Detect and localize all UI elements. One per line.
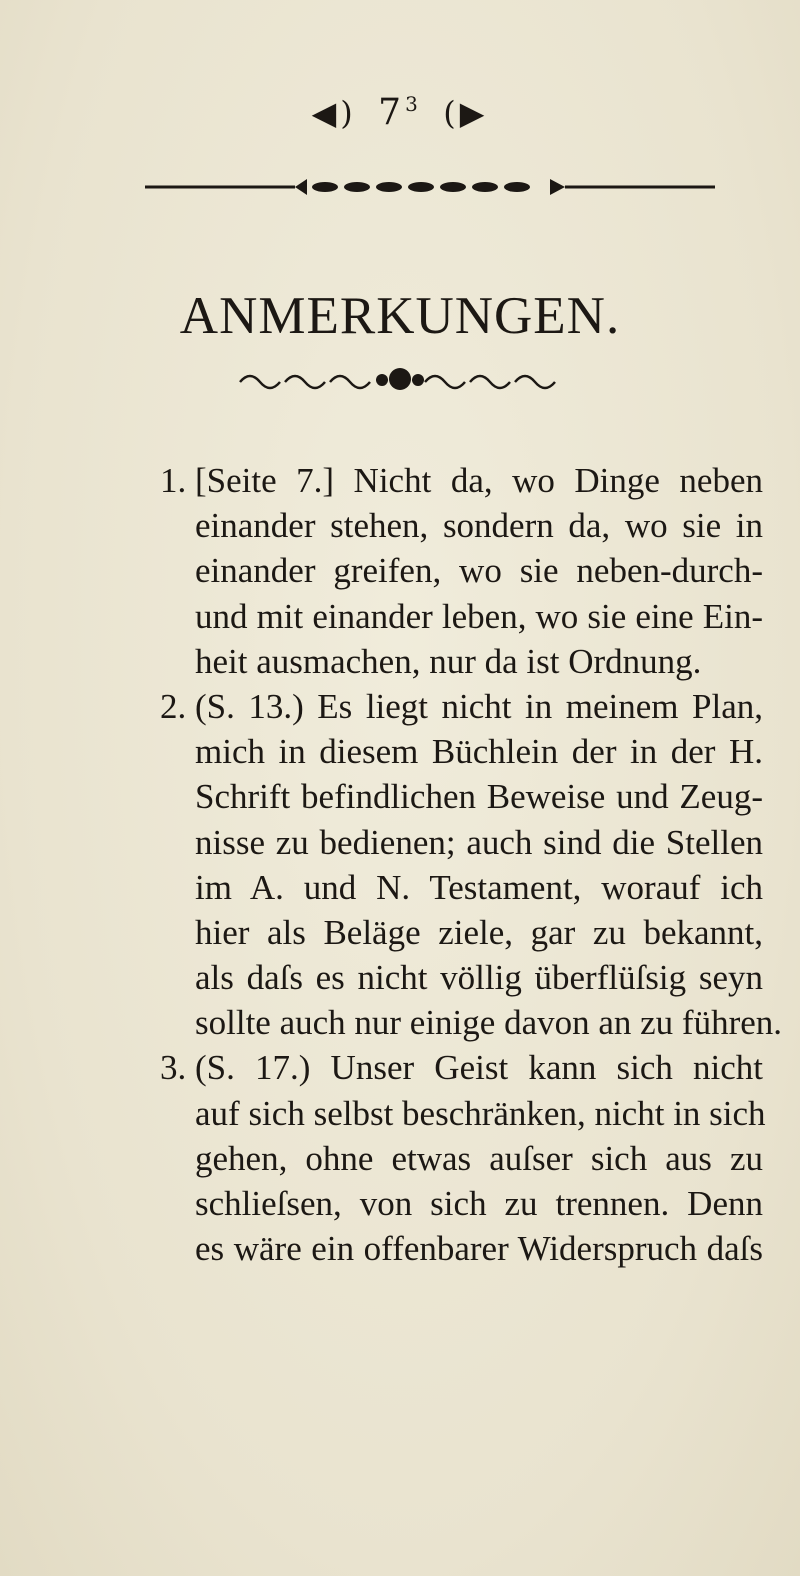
note-line: auf sich selbst beschränken, nicht in sich xyxy=(195,1093,766,1133)
title-ornament xyxy=(235,364,565,394)
note-number: 2. xyxy=(160,686,187,726)
note-line: einander stehen, sondern da, wo sie in xyxy=(195,506,763,546)
note-number: 3. xyxy=(160,1048,187,1088)
header-rule-ornament xyxy=(145,176,715,198)
note-line: [Seite 7.] Nicht da, wo Dinge neben xyxy=(195,461,763,500)
note-line: als daſs es nicht völlig überflüſsig seyn xyxy=(195,958,763,998)
note-line: einander greifen, wo sie neben-durch- xyxy=(195,551,763,591)
note-number: 1. xyxy=(160,461,187,500)
note-line: hier als Beläge ziele, gar zu bekannt, xyxy=(195,912,763,952)
note-line: sollte auch nur einige davon an zu führen. xyxy=(195,1003,783,1043)
note-line: gehen, ohne etwas auſser sich aus zu xyxy=(195,1138,763,1178)
note-line: heit ausmachen, nur da ist Ordnung. xyxy=(195,641,702,681)
note-2 xyxy=(160,684,783,1046)
note-line: (S. 17.) Unser Geist kann sich nicht xyxy=(195,1048,763,1088)
note-line: (S. 13.) Es liegt nicht in meinem Plan, xyxy=(195,686,763,726)
page-header xyxy=(0,92,800,133)
note-line: schlieſsen, von sich zu trennen. Denn xyxy=(195,1184,763,1223)
note-line: es wäre ein offenbarer Widerspruch daſs xyxy=(195,1229,763,1269)
ornament-right: (▶ xyxy=(443,94,489,132)
note-line: und mit einander leben, wo sie eine Ein- xyxy=(195,596,763,636)
note-1 xyxy=(160,458,763,684)
ornament-left: ◀) xyxy=(311,94,357,132)
note-line: Schrift befindlichen Beweise und Zeug- xyxy=(195,777,763,817)
notes-body xyxy=(160,458,783,1271)
page-number-superscript: 3 xyxy=(405,92,422,116)
note-line: im A. und N. Testament, worauf ich xyxy=(195,867,763,907)
page-title: ANMERKUNGEN. xyxy=(179,287,621,345)
page-number: 7 xyxy=(378,92,406,133)
note-line: nisse zu bedienen; auch sind die Stellen xyxy=(195,822,763,862)
note-3 xyxy=(160,1045,766,1271)
note-line: mich in diesem Büchlein der in der H. xyxy=(195,732,763,772)
